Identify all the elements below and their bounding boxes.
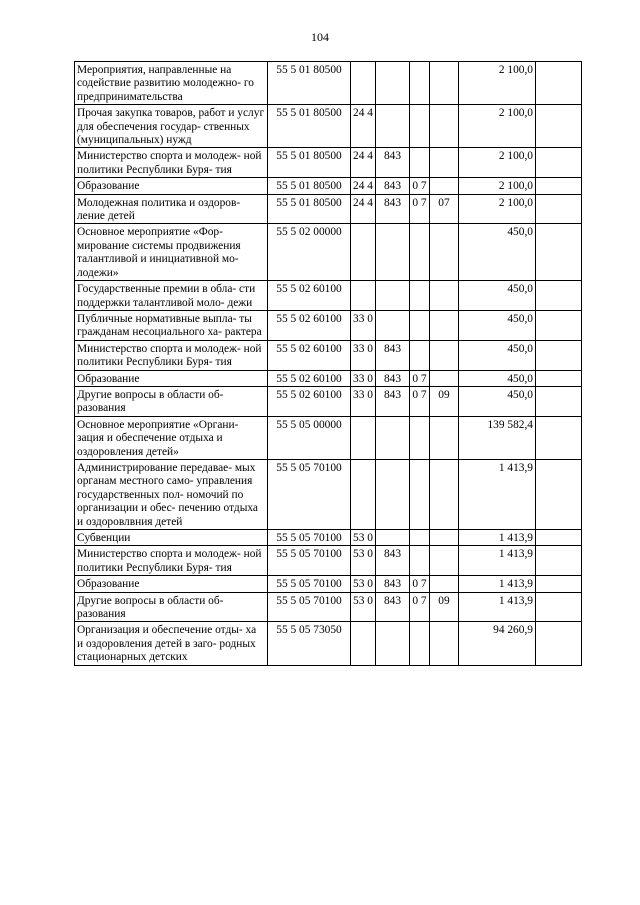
row-subsection [430, 370, 459, 386]
row-empty-cell [536, 530, 582, 546]
row-target-article: 55 5 05 70100 [268, 530, 351, 546]
row-section [410, 105, 430, 148]
row-expense-type [351, 416, 376, 459]
row-expense-type: 53 0 [351, 546, 376, 576]
row-subsection [430, 576, 459, 592]
row-amount: 450,0 [459, 281, 536, 311]
row-empty-cell [536, 224, 582, 281]
row-name: Образование [75, 370, 268, 386]
row-empty-cell [536, 105, 582, 148]
row-target-article: 55 5 01 80500 [268, 194, 351, 224]
row-amount: 450,0 [459, 370, 536, 386]
row-amount: 2 100,0 [459, 148, 536, 178]
row-section [410, 224, 430, 281]
row-amount: 139 582,4 [459, 416, 536, 459]
row-name: Другие вопросы в области об- разования [75, 386, 268, 416]
row-name: Администрирование передавае- мых органам местного само- управления государственных пол- номочий по организации и обес- печению отдыха и оздоровлвния детей [75, 459, 268, 529]
row-section: 0 7 [410, 592, 430, 622]
row-section [410, 340, 430, 370]
row-ministry-code: 843 [376, 148, 410, 178]
row-amount: 2 100,0 [459, 62, 536, 105]
row-target-article: 55 5 05 00000 [268, 416, 351, 459]
table-row [75, 530, 582, 546]
row-subsection [430, 416, 459, 459]
row-target-article: 55 5 02 60100 [268, 310, 351, 340]
table-row [75, 224, 582, 281]
row-ministry-code [376, 416, 410, 459]
row-name: Министерство спорта и молодеж- ной политики Республики Буря- тия [75, 340, 268, 370]
row-section [410, 62, 430, 105]
row-subsection [430, 178, 459, 194]
row-empty-cell [536, 281, 582, 311]
row-empty-cell [536, 386, 582, 416]
row-subsection [430, 105, 459, 148]
row-section [410, 310, 430, 340]
row-ministry-code: 843 [376, 370, 410, 386]
row-target-article: 55 5 01 80500 [268, 148, 351, 178]
row-subsection: 09 [430, 386, 459, 416]
row-expense-type: 53 0 [351, 592, 376, 622]
row-ministry-code [376, 530, 410, 546]
row-empty-cell [536, 546, 582, 576]
row-expense-type [351, 281, 376, 311]
row-target-article: 55 5 02 60100 [268, 340, 351, 370]
row-expense-type: 33 0 [351, 310, 376, 340]
row-amount: 450,0 [459, 386, 536, 416]
row-ministry-code: 843 [376, 576, 410, 592]
row-amount: 1 413,9 [459, 576, 536, 592]
table-row [75, 148, 582, 178]
row-expense-type: 53 0 [351, 530, 376, 546]
row-empty-cell [536, 370, 582, 386]
table-row [75, 370, 582, 386]
row-name: Молодежная политика и оздоров- ление детей [75, 194, 268, 224]
row-section: 0 7 [410, 576, 430, 592]
row-expense-type [351, 459, 376, 529]
row-expense-type [351, 622, 376, 665]
row-subsection [430, 530, 459, 546]
row-amount: 450,0 [459, 310, 536, 340]
table-row [75, 105, 582, 148]
row-expense-type: 33 0 [351, 370, 376, 386]
row-empty-cell [536, 340, 582, 370]
table-row [75, 459, 582, 529]
row-name: Другие вопросы в области об- разования [75, 592, 268, 622]
row-empty-cell [536, 194, 582, 224]
row-target-article: 55 5 05 70100 [268, 546, 351, 576]
row-expense-type: 24 4 [351, 148, 376, 178]
row-subsection [430, 62, 459, 105]
row-target-article: 55 5 01 80500 [268, 178, 351, 194]
row-amount: 1 413,9 [459, 530, 536, 546]
row-target-article: 55 5 02 60100 [268, 386, 351, 416]
table-row [75, 194, 582, 224]
row-target-article: 55 5 02 00000 [268, 224, 351, 281]
row-empty-cell [536, 459, 582, 529]
row-ministry-code: 843 [376, 340, 410, 370]
table-row [75, 386, 582, 416]
row-name: Субвенции [75, 530, 268, 546]
row-target-article: 55 5 05 73050 [268, 622, 351, 665]
row-subsection [430, 148, 459, 178]
row-section: 0 7 [410, 178, 430, 194]
row-subsection [430, 340, 459, 370]
row-target-article: 55 5 01 80500 [268, 62, 351, 105]
table-row [75, 62, 582, 105]
row-name: Прочая закупка товаров, работ и услуг для обеспечения государ- ственных (муниципальных) нужд [75, 105, 268, 148]
row-name: Организация и обеспечение отды- ха и оздоровления детей в заго- родных стационарных детских [75, 622, 268, 665]
row-expense-type: 24 4 [351, 194, 376, 224]
row-ministry-code: 843 [376, 194, 410, 224]
row-name: Основное мероприятие «Органи- зация и обеспечение отдыха и оздоровления детей» [75, 416, 268, 459]
table-row [75, 416, 582, 459]
row-target-article: 55 5 05 70100 [268, 576, 351, 592]
row-name: Публичные нормативные выпла- ты гражданам несоциального ха- рактера [75, 310, 268, 340]
row-name: Образование [75, 178, 268, 194]
row-name: Мероприятия, направленные на содействие развитию молодежно- го предпринимательства [75, 62, 268, 105]
table-row [75, 622, 582, 665]
table-row [75, 340, 582, 370]
row-amount: 94 260,9 [459, 622, 536, 665]
table-row [75, 592, 582, 622]
row-name: Министерство спорта и молодеж- ной политики Республики Буря- тия [75, 546, 268, 576]
page-number: 104 [311, 30, 329, 44]
row-empty-cell [536, 622, 582, 665]
row-amount: 450,0 [459, 340, 536, 370]
row-target-article: 55 5 02 60100 [268, 281, 351, 311]
row-empty-cell [536, 592, 582, 622]
row-section [410, 530, 430, 546]
row-subsection [430, 310, 459, 340]
row-empty-cell [536, 62, 582, 105]
row-empty-cell [536, 148, 582, 178]
row-amount: 2 100,0 [459, 178, 536, 194]
row-section: 0 7 [410, 370, 430, 386]
row-subsection [430, 224, 459, 281]
row-empty-cell [536, 310, 582, 340]
row-amount: 2 100,0 [459, 105, 536, 148]
row-expense-type [351, 224, 376, 281]
row-name: Основное мероприятие «Фор- мирование системы продвижения талантливой и инициативной мо- лодежи» [75, 224, 268, 281]
row-empty-cell [536, 416, 582, 459]
row-name: Государственные премии в обла- сти поддержки талантливой моло- дежи [75, 281, 268, 311]
row-ministry-code [376, 62, 410, 105]
row-amount: 450,0 [459, 224, 536, 281]
row-ministry-code [376, 281, 410, 311]
row-ministry-code [376, 310, 410, 340]
table-row [75, 178, 582, 194]
row-section [410, 281, 430, 311]
row-target-article: 55 5 02 60100 [268, 370, 351, 386]
row-ministry-code: 843 [376, 386, 410, 416]
table-row [75, 281, 582, 311]
row-expense-type: 53 0 [351, 576, 376, 592]
row-ministry-code [376, 105, 410, 148]
table-row [75, 576, 582, 592]
row-amount: 1 413,9 [459, 546, 536, 576]
budget-table-body [75, 62, 582, 666]
row-expense-type: 24 4 [351, 105, 376, 148]
row-target-article: 55 5 01 80500 [268, 105, 351, 148]
row-name: Образование [75, 576, 268, 592]
row-ministry-code [376, 224, 410, 281]
row-subsection [430, 459, 459, 529]
row-section [410, 148, 430, 178]
row-empty-cell [536, 576, 582, 592]
row-expense-type: 33 0 [351, 340, 376, 370]
row-expense-type: 33 0 [351, 386, 376, 416]
row-ministry-code: 843 [376, 546, 410, 576]
table-row [75, 546, 582, 576]
row-section [410, 546, 430, 576]
row-amount: 1 413,9 [459, 459, 536, 529]
row-expense-type [351, 62, 376, 105]
row-name: Министерство спорта и молодеж- ной политики Республики Буря- тия [75, 148, 268, 178]
row-subsection [430, 622, 459, 665]
row-section [410, 416, 430, 459]
row-section [410, 459, 430, 529]
row-target-article: 55 5 05 70100 [268, 592, 351, 622]
row-amount: 2 100,0 [459, 194, 536, 224]
row-ministry-code: 843 [376, 178, 410, 194]
row-expense-type: 24 4 [351, 178, 376, 194]
row-subsection [430, 281, 459, 311]
row-ministry-code [376, 459, 410, 529]
row-section [410, 622, 430, 665]
row-ministry-code [376, 622, 410, 665]
row-amount: 1 413,9 [459, 592, 536, 622]
budget-table [74, 61, 582, 666]
row-ministry-code: 843 [376, 592, 410, 622]
row-subsection: 07 [430, 194, 459, 224]
row-section: 0 7 [410, 194, 430, 224]
row-subsection: 09 [430, 592, 459, 622]
row-section: 0 7 [410, 386, 430, 416]
row-subsection [430, 546, 459, 576]
row-target-article: 55 5 05 70100 [268, 459, 351, 529]
row-empty-cell [536, 178, 582, 194]
table-row [75, 310, 582, 340]
